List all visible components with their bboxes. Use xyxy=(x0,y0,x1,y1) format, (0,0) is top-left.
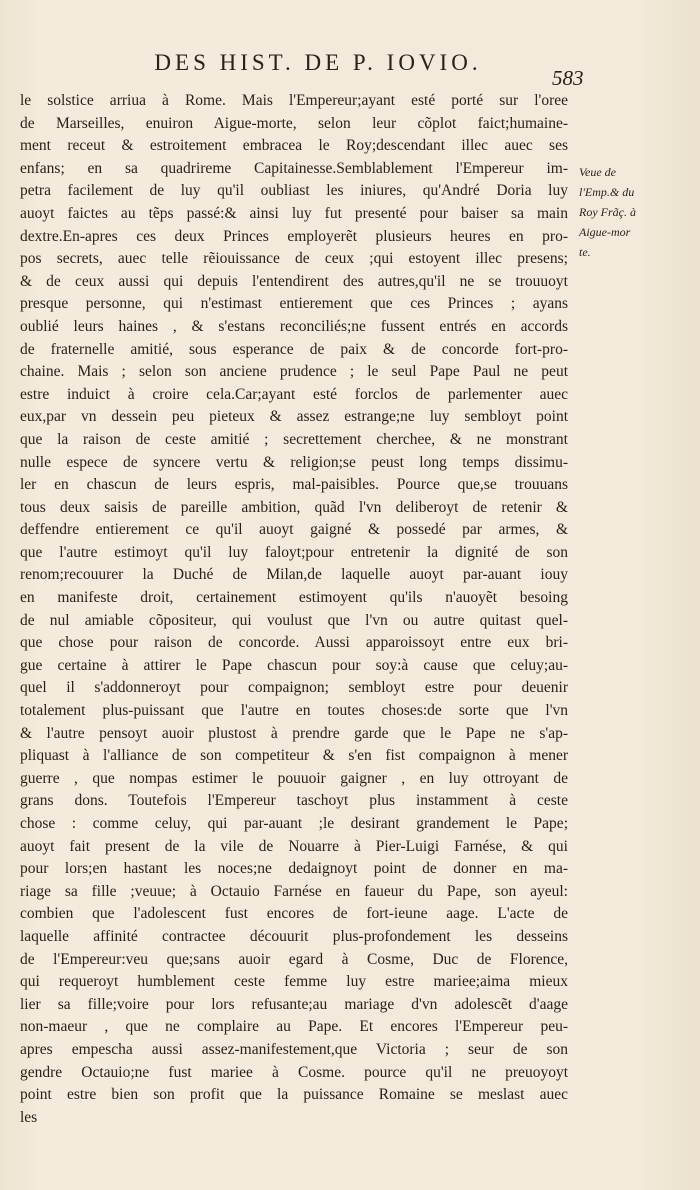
text-line-content: pos secrets, auec telle rẽiouissance de ceux ;qui estoyent illec presens; xyxy=(20,250,568,268)
text-line-content: auoyt fait present de la vile de Nouarre à Pier-Luigi Farnése, & qui xyxy=(20,837,568,855)
text-line xyxy=(20,113,568,136)
text-line xyxy=(20,903,568,926)
text-line-content: grans dons. Toutefois l'Empereur taschoyt plus instamment à ceste xyxy=(20,792,568,810)
text-line xyxy=(20,1016,568,1039)
text-line xyxy=(20,203,568,226)
text-line-content: de fraternelle amitié, sous esperance de paix & de concorde fort-pro- xyxy=(20,340,568,358)
text-line-content: de Marseilles, enuiron Aigue-morte, selon leur cõplot faict;humaine- xyxy=(20,114,568,132)
text-line xyxy=(20,632,568,655)
text-line-content: pliquast à l'alliance de son competiteur & s'en fist compaignon à mener xyxy=(20,747,568,765)
text-line xyxy=(20,384,568,407)
text-line-content: estre induict à croire cela.Car;ayant esté forclos de parlementer auec xyxy=(20,385,568,403)
text-line-content: chaine. Mais ; selon son anciene prudence ; le seul Pape Paul ne peut xyxy=(20,363,568,381)
text-line-content: pour lors;en hastant les noces;ne dedaignoyt point de donner en ma- xyxy=(20,860,568,878)
text-line xyxy=(20,1062,568,1085)
text-line xyxy=(20,452,568,475)
text-line-content: combien que l'adolescent fust encores de fort-ieune aage. L'acte de xyxy=(20,905,568,923)
text-line-content: & de ceux aussi qui depuis l'entendirent des autres,qu'il ne se trouuoyt xyxy=(20,272,568,290)
text-line xyxy=(20,1039,568,1062)
text-line-content: auoyt faictes au tẽps passé:& ainsi luy fut presenté pour baiser sa main xyxy=(20,204,568,222)
text-line xyxy=(20,587,568,610)
text-line-content: ler en chascun de leurs espris, mal-paisibles. Pource que,se trouuans xyxy=(20,476,568,494)
text-line xyxy=(20,836,568,859)
text-line-content: gue certaine à attirer le Pape chascun pour soy:à cause que celuy;au- xyxy=(20,656,568,674)
text-line-content: de nul amiable cõpositeur, qui voulust que l'vn ou autre quitast quel- xyxy=(20,611,568,629)
text-line-content: eux,par vn dessein peu pieteux & assez estrange;ne luy sembloyt point xyxy=(20,408,568,426)
text-line-content: le solstice arriua à Rome. Mais l'Empereur;ayant esté porté sur l'oree xyxy=(20,92,568,109)
text-line-content: chose : comme celuy, qui par-auant ;le desirant grandement le Pape; xyxy=(20,815,568,832)
text-line xyxy=(20,158,568,181)
text-line xyxy=(20,248,568,271)
margin-note-line: Veue de xyxy=(579,165,616,179)
text-line xyxy=(20,90,568,113)
text-line-content: gendre Octauio;ne fust mariee à Cosme. pource qu'il ne preuoyoyt xyxy=(20,1063,568,1081)
text-line xyxy=(20,135,568,158)
page-number: 583 xyxy=(552,66,584,90)
text-line-content: ment receut & estroitement embracea le Roy;descendant illec auec ses xyxy=(20,137,568,155)
text-line-content: que chose pour raison de concorde. Aussi apparoissoyt entre eux bri- xyxy=(20,634,568,652)
text-line xyxy=(20,745,568,768)
text-line-content: laquelle affinité contractee découurit plus-profondement les desseins xyxy=(20,927,568,945)
text-line xyxy=(20,768,568,791)
margin-note-line: Aigue-mor xyxy=(579,225,631,239)
text-line xyxy=(20,790,568,813)
text-line-content: riage sa fille ;veuue; à Octauio Farnése en faueur du Pape, son ayeul: xyxy=(20,882,568,900)
text-line xyxy=(20,926,568,949)
text-line-content: petra facilement de luy qu'il oubliast les iniures, qu'André Doria luy xyxy=(20,182,568,200)
text-line-content: en manifeste droit, certainement estimoyent qu'ils n'auoyẽt besoing xyxy=(20,589,568,607)
margin-note-line: l'Emp.& du xyxy=(579,185,635,199)
text-line-content: que la raison de ceste amitié ; secrettement cherchee, & ne monstrant xyxy=(20,430,568,448)
running-title: DES HIST. DE P. IOVIO. xyxy=(154,50,482,75)
text-line xyxy=(20,474,568,497)
text-line xyxy=(20,226,568,249)
text-line xyxy=(20,994,568,1017)
text-line xyxy=(20,971,568,994)
text-line xyxy=(20,564,568,587)
text-line xyxy=(20,813,568,836)
text-line-content: tous deux saisis de pareille ambition, quãd l'vn deliberoyt de retenir & xyxy=(20,498,568,516)
margin-note-line: Roy Frãç. à xyxy=(579,205,636,219)
text-line-content: dextre.En-apres ces deux Princes employerẽt plusieurs heures en pro- xyxy=(20,227,568,245)
text-line-content: deffendre entierement ce qu'il auoyt gaigné & possedé par armes, & xyxy=(20,521,568,539)
text-line-content: quel il s'addonneroyt pour compaignon; sembloyt estre pour deuenir xyxy=(20,679,568,697)
text-line xyxy=(20,949,568,972)
text-line xyxy=(20,610,568,633)
text-line xyxy=(20,271,568,294)
margin-note xyxy=(579,162,689,262)
text-line-content: & l'autre pensoyt auoir plustost à prendre garde que le Pape ne s'ap- xyxy=(20,724,568,742)
text-line xyxy=(20,519,568,542)
text-line-content: de l'Empereur:veu que;sans auoir egard à Cosme, Duc de Florence, xyxy=(20,950,568,968)
text-line xyxy=(20,1107,568,1130)
text-line xyxy=(20,655,568,678)
text-line xyxy=(20,1084,568,1107)
margin-note-line: te. xyxy=(579,245,591,259)
text-line xyxy=(20,406,568,429)
text-line-content: presque personne, qui n'estimast entierement que ces Princes ; ayans xyxy=(20,295,568,313)
text-line xyxy=(20,858,568,881)
text-line-content: renom;recouurer la Duché de Milan,de laquelle auoyt par-auant iouy xyxy=(20,566,568,584)
text-line-content: point estre bien son profit que la puissance Romaine se meslast auec xyxy=(20,1086,568,1104)
text-line xyxy=(20,542,568,565)
text-line xyxy=(20,180,568,203)
text-line xyxy=(20,293,568,316)
text-line xyxy=(20,700,568,723)
text-line xyxy=(20,677,568,700)
text-line xyxy=(20,316,568,339)
text-line xyxy=(20,361,568,384)
text-line-content: enfans; en sa quadrireme Capitainesse.Semblablement l'Empereur im- xyxy=(20,159,568,177)
text-line-content: qui requeroyt humblement ceste femme luy estre mariee;aima mieux xyxy=(20,973,568,991)
body-text xyxy=(20,90,568,1129)
text-line-content: oublié leurs haines , & s'estans reconciliés;ne fussent entrés en accords xyxy=(20,317,568,335)
text-line xyxy=(20,881,568,904)
text-line-content: nulle espece de syncere vertu & religion;se peust long temps dissimu- xyxy=(20,453,568,471)
text-line-content: totalement plus-puissant que l'autre en toutes choses:de sorte que l'vn xyxy=(20,702,568,720)
text-line-content: que l'autre estimoyt qu'il luy faloyt;pour entretenir la dignité de son xyxy=(20,543,568,561)
text-line xyxy=(20,429,568,452)
text-line xyxy=(20,497,568,520)
text-line xyxy=(20,339,568,362)
text-line-content: guerre , que nompas estimer le pouuoir gaigner , en luy ottroyant de xyxy=(20,769,568,787)
text-line-content: lier sa fille;voire pour lors refusante;au mariage d'vn adolescẽt d'aage xyxy=(20,995,568,1013)
text-line-content: les xyxy=(20,1108,38,1126)
text-line-content: apres empescha aussi assez-manifestement,que Victoria ; seur de son xyxy=(20,1040,568,1058)
text-line xyxy=(20,723,568,746)
text-line-content: non-maeur , que ne complaire au Pape. Et encores l'Empereur peu- xyxy=(20,1018,568,1036)
